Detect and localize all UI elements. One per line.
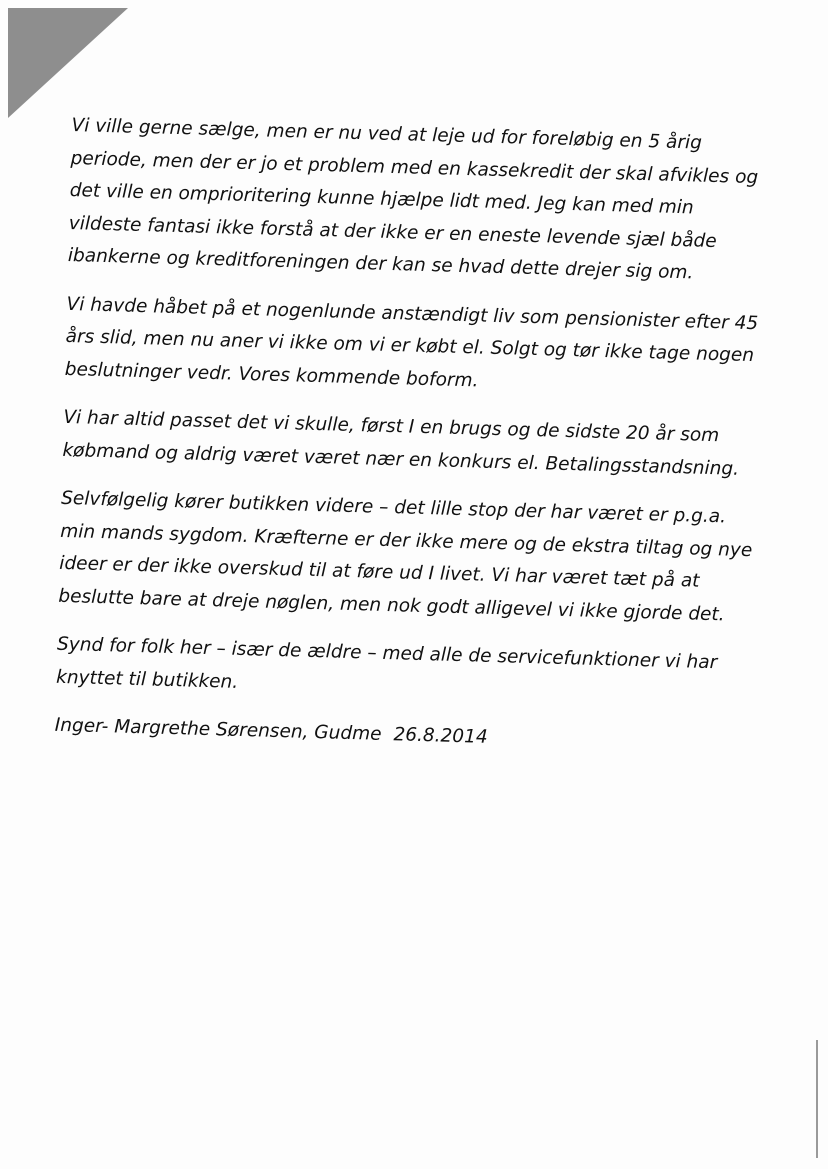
text-line: det ville en omprioritering kunne hjælpe lidt med. Jeg kan med min <box>69 179 694 219</box>
text-line: Selvfølgelig kører butikken videre – det lille stop der har været er p.g.a. <box>60 487 727 528</box>
paragraph-5 <box>56 629 730 713</box>
text-line: Vi har altid passet det vi skulle, først I en brugs og de sidste 20 år som <box>63 406 720 447</box>
letter-body <box>54 110 759 761</box>
text-line: beslutninger vedr. Vores kommende boform. <box>64 358 479 391</box>
text-line: knyttet til butikken. <box>55 666 239 693</box>
text-line: Synd for folk her – især de ældre – med alle de servicefunktioner vi har <box>56 633 718 674</box>
paragraph-4 <box>58 483 753 632</box>
text-line: beslutte bare at dreje nøglen, men nok godt alligevel vi ikke gjorde det. <box>58 585 725 625</box>
signature-name: Inger- Margrethe Sørensen, Gudme <box>54 714 382 745</box>
text-line: min mands sygdom. Kræfterne er der ikke mere og de ekstra tiltag og nye <box>59 520 753 561</box>
paragraph-3 <box>62 402 740 486</box>
paragraph-1 <box>67 110 759 291</box>
paragraph-2 <box>64 288 759 404</box>
text-line: ideer er der ikke overskud til at føre ud I livet. Vi har været tæt på at <box>59 552 700 592</box>
signature-date: 26.8.2014 <box>393 724 488 748</box>
text-line: købmand og aldrig været været nær en konkurs el. Betalingsstandsning. <box>62 439 740 480</box>
folded-corner <box>8 8 128 118</box>
text-line: ibankerne og kreditforeningen der kan se hvad dette drejer sig om. <box>67 244 694 284</box>
text-line: års slid, men nu aner vi ikke om vi er købt el. Solgt og tør ikke tage nogen <box>65 325 755 367</box>
page-edge-mark <box>816 1040 818 1158</box>
text-line: periode, men der er jo et problem med en kassekredit der skal afvikles og <box>70 147 759 188</box>
text-line: Vi ville gerne sælge, men er nu ved at leje ud for foreløbig en 5 årig <box>71 114 703 154</box>
text-line: vildeste fantasi ikke forstå at der ikke er en eneste levende sjæl både <box>68 212 718 252</box>
signature-line <box>54 710 727 761</box>
text-line: Vi havde håbet på et nogenlunde anstændigt liv som pensionister efter 45 <box>66 293 759 334</box>
